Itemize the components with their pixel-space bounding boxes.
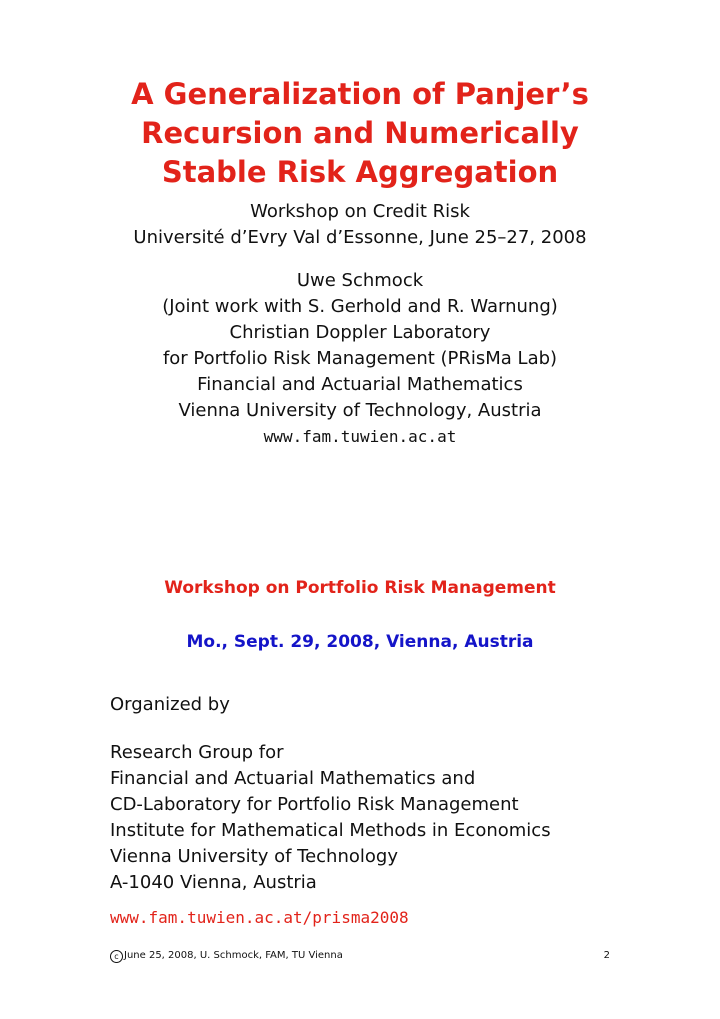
organizer-line: CD-Laboratory for Portfolio Risk Management: [110, 794, 519, 815]
author-name: Uwe Schmock: [296, 270, 424, 291]
event-info: [0, 199, 720, 251]
talk-title: [0, 75, 720, 192]
organizer-line: Vienna University of Technology: [110, 846, 398, 867]
organizer-line: Research Group for: [110, 742, 284, 763]
event-venue: Université d’Evry Val d’Essonne, June 25–27, 2008: [133, 227, 587, 248]
author-block: [0, 268, 720, 450]
organized-by-label: Organized by: [110, 694, 230, 715]
title-line-1: A Generalization of Panjer’s: [131, 77, 589, 111]
research-group: Financial and Actuarial Mathematics: [197, 374, 523, 395]
workshop-url-link[interactable]: www.fam.tuwien.ac.at/prisma2008: [110, 908, 409, 927]
page-number: 2: [603, 950, 610, 961]
title-line-2: Recursion and Numerically: [141, 116, 579, 150]
author-url-link[interactable]: www.fam.tuwien.ac.at: [263, 427, 457, 446]
title-line-3: Stable Risk Aggregation: [161, 155, 559, 189]
organizer-list: [110, 740, 551, 896]
lab-name: Christian Doppler Laboratory: [229, 322, 491, 343]
organizer-line: Financial and Actuarial Mathematics and: [110, 768, 476, 789]
university: Vienna University of Technology, Austria: [178, 400, 542, 421]
joint-work: (Joint work with S. Gerhold and R. Warnung): [162, 296, 558, 317]
event-name: Workshop on Credit Risk: [250, 201, 470, 222]
workshop-name: Workshop on Portfolio Risk Management: [164, 578, 556, 598]
footer-text: June 25, 2008, U. Schmock, FAM, TU Vienna: [124, 950, 343, 961]
organizer-line: Institute for Mathematical Methods in Economics: [110, 820, 551, 841]
workshop-date: Mo., Sept. 29, 2008, Vienna, Austria: [186, 632, 534, 652]
organizer-line: A-1040 Vienna, Austria: [110, 872, 317, 893]
copyright-icon: c: [110, 950, 123, 963]
lab-subtitle: for Portfolio Risk Management (PRisMa Lab): [162, 348, 558, 369]
slide-footer: [110, 949, 610, 963]
